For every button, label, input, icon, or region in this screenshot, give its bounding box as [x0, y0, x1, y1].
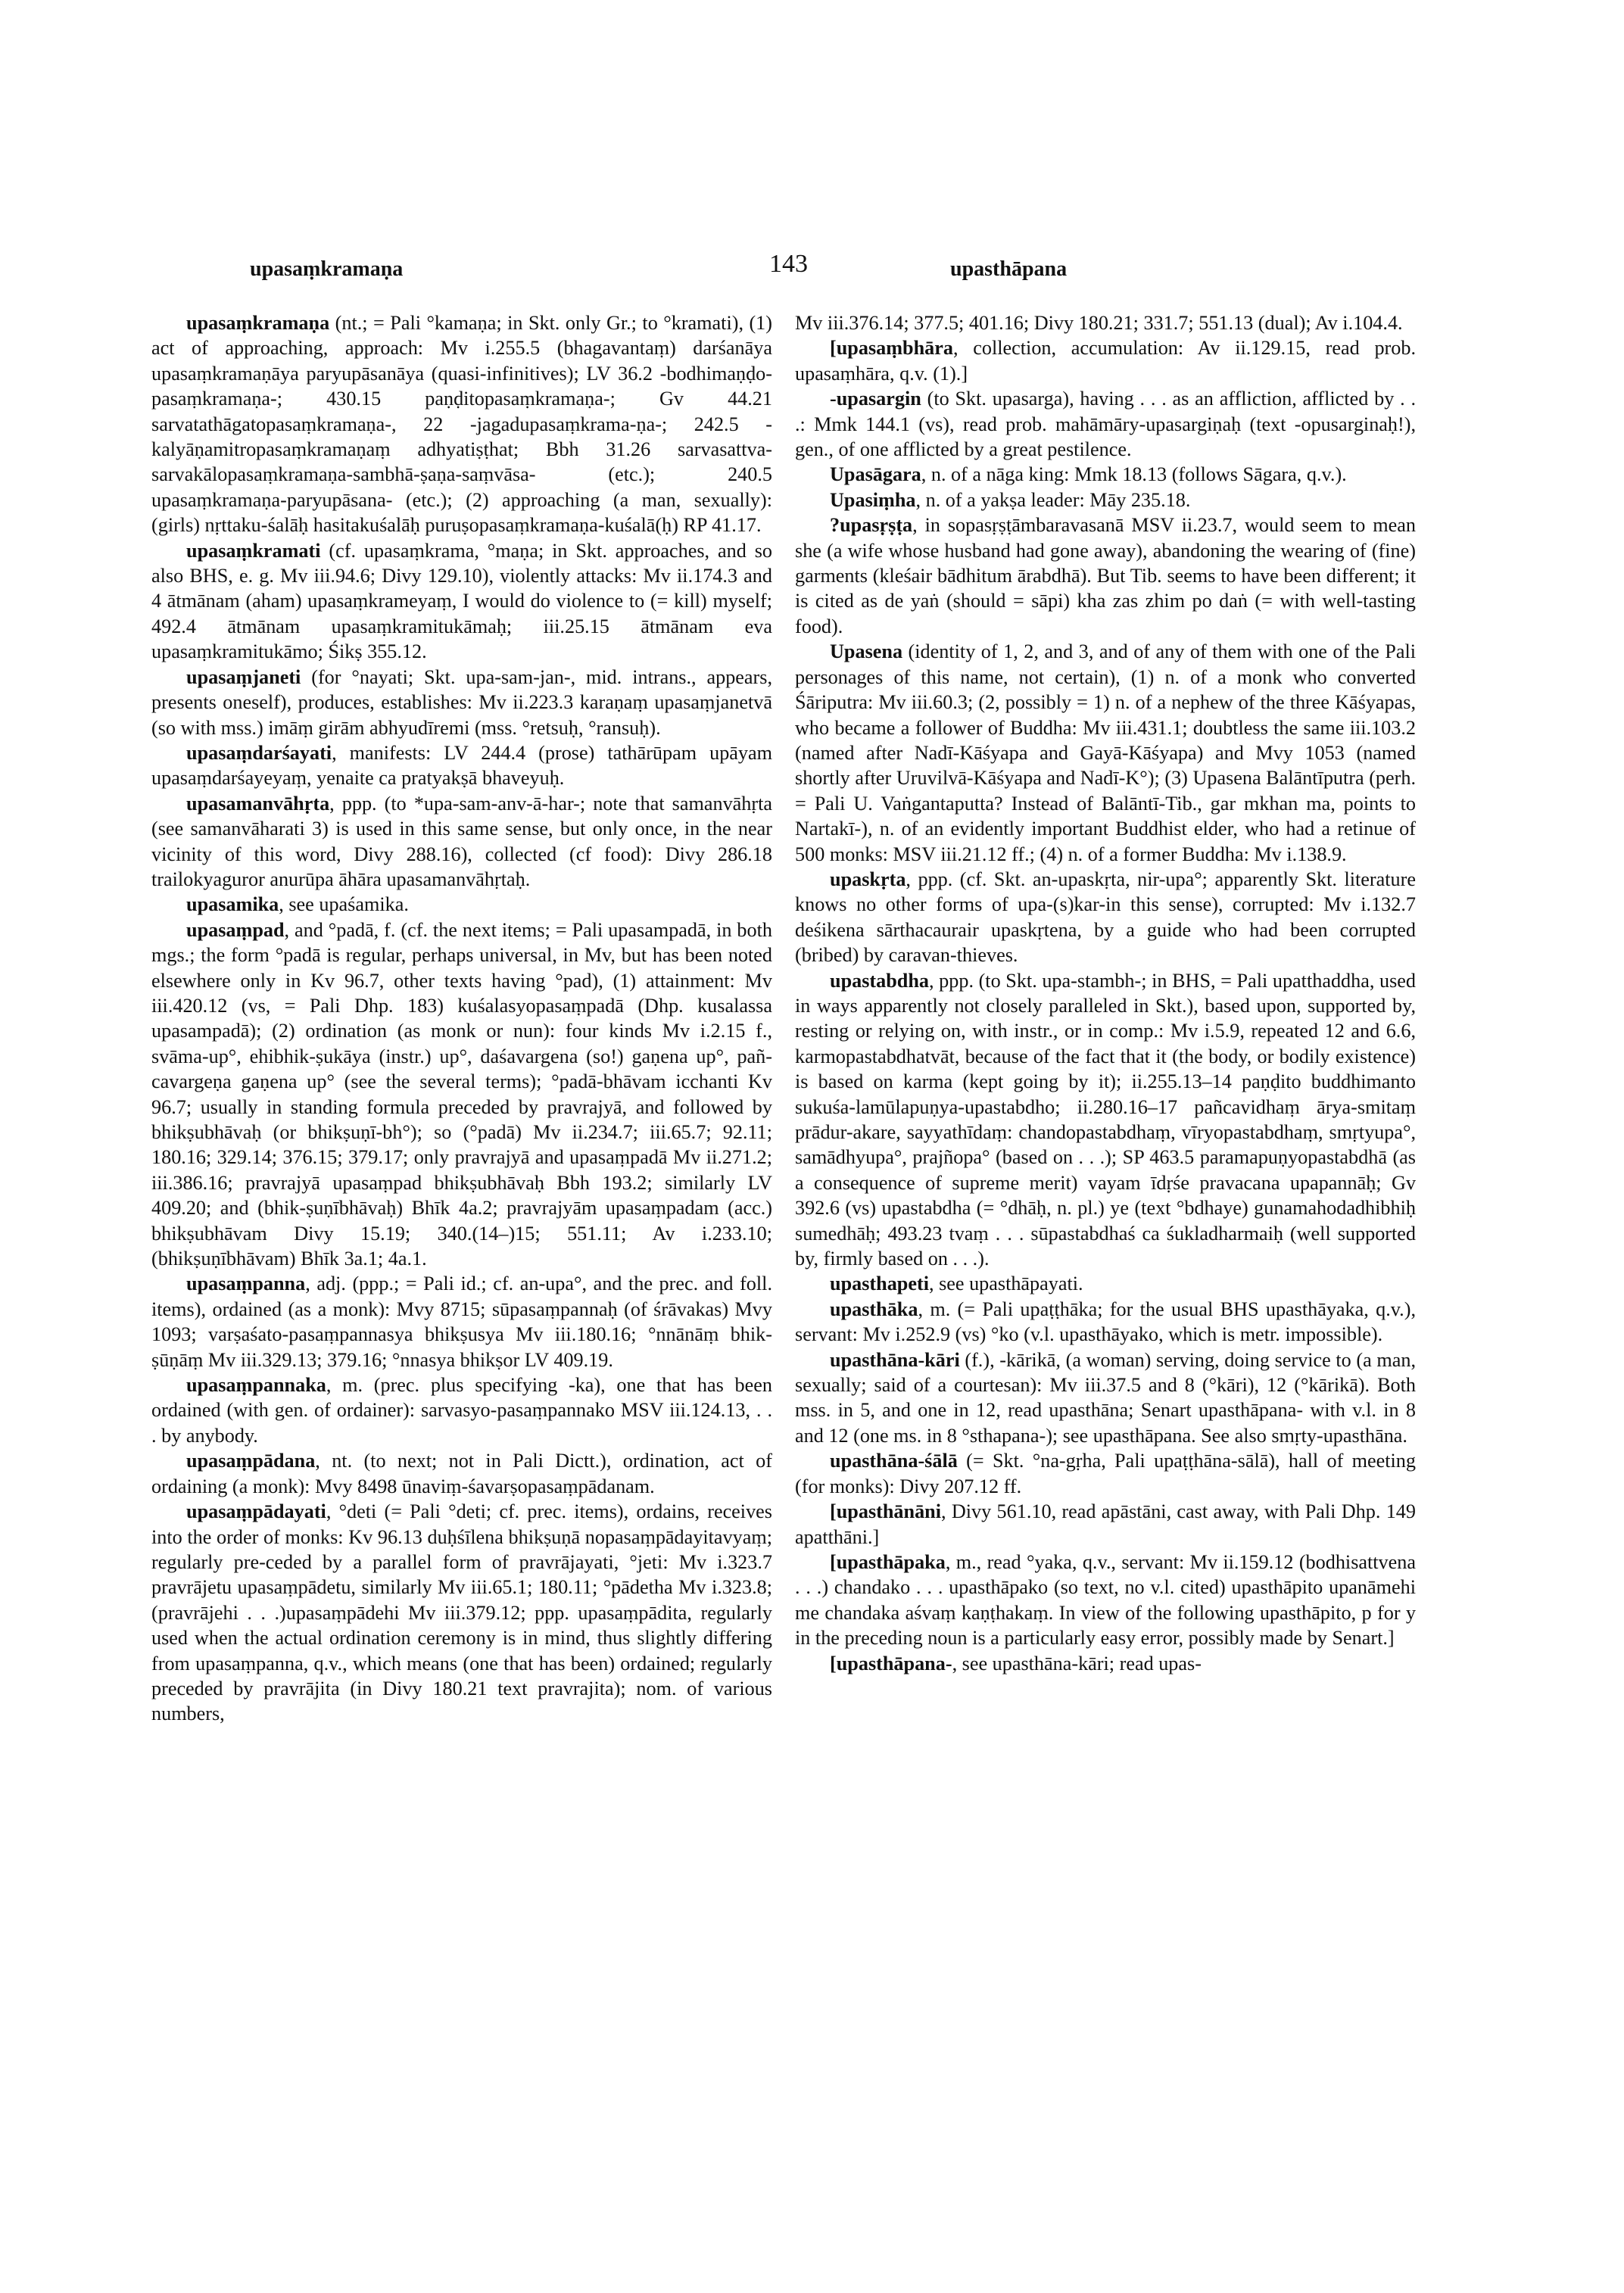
headword: Upasāgara [830, 463, 921, 486]
page-number: 143 [769, 250, 808, 278]
entry-text: , m. (= Pali upaṭṭhāka; for the usual BHS upasthāyaka, q.v.), servant: Mv i.252.9 (vs) °ko (v.l. upasthāyako, which is metr. impossible). [795, 1298, 1416, 1346]
dictionary-entry [795, 867, 1416, 968]
headword: ?upasṛṣṭa [830, 514, 913, 537]
headword: [upasaṃbhāra [830, 337, 953, 360]
dictionary-entry [151, 1372, 772, 1448]
dictionary-entry [795, 639, 1416, 867]
entry-text: (f.), -kārikā, (a woman) serving, doing service to (a man, sexually; said of a courtesan): Mv iii.37.5 and 8 (°kāri), 12 (°kārikā). Both mss. in 5, and one in 12, read upasthāna; Senart upasthāpana- with v.l. in 8 and 12 (one ms. in 8 °sthapana-); see upasthāpana. See also smṛty-upasthāna. [795, 1348, 1416, 1447]
entry-text: , °deti (= Pali °deti; cf. prec. items), ordains, receives into the order of monks: Kv 96.13 duḥśīlena bhikṣuṇā nopasaṃpādayitavyaṃ; regularly pre-ceded by a parallel form of pravrājayati, °jeti: Mv i.323.7 pravrājetu upasaṃpādetu, similarly Mv iii.65.1; 180.11; °pādetha Mv i.323.8; (pravrājehi . . .)upasaṃpādehi Mv iii.379.12; ppp. upasaṃpādita, regularly used when the actual ordination ceremony is in mind, thus slightly differing from upasaṃpanna, q.v., which means (one that has been) ordained; regularly preceded by pravrājita (in Divy 180.21 text pravrajita); nom. of various numbers, [151, 1500, 772, 1725]
headword: upasaṃpad [186, 918, 285, 941]
entry-text: , nt. (to next; not in Pali Dictt.), ordination, act of ordaining (a monk): Mvy 8498 ūnaviṃ-śavarṣopasaṃpādanam. [151, 1450, 772, 1497]
dictionary-entry [795, 1499, 1416, 1550]
dictionary-entry [151, 538, 772, 665]
headword: upasaṃpanna [186, 1273, 306, 1295]
headword: upasaṃkramaṇa [186, 312, 330, 334]
headword: upasaṃpādana [186, 1450, 316, 1472]
dictionary-entry [151, 310, 772, 538]
entry-text: (nt.; = Pali °kamaṇa; in Skt. only Gr.; to °kramati), (1) act of approaching, approach: Mv i.255.5 (bhagavantaṃ) darśanāya upasaṃkramaṇāya paryupāsanāya (quasi-infinitives); LV 36.2 -bodhimaṇḍo-pasaṃkramaṇa-; 430.15 paṇḍitopasaṃkramaṇa-; Gv 44.21 sarvatathāgatopasaṃkramaṇa-, 22 -jagadupasaṃkrama-ṇa-; 242.5 -kalyāṇamitropasaṃkramaṇaṃ adhyatiṣṭhat; Bbh 31.26 sarvasattva-sarvakālopasaṃkramaṇa-sambhā-ṣaṇa-saṃvāsa- (etc.); 240.5 upasaṃkramaṇa-paryupāsana- (etc.); (2) approaching (a man, sexually): (girls) nṛttaku-śalāḥ hasitakuśalāḥ puruṣopasaṃkramaṇa-kuśalā(ḥ) RP 41.17. [151, 312, 772, 537]
entry-text: (= Skt. °na-gṛha, Pali upaṭṭhāna-sālā), hall of meeting (for monks): Divy 207.12 ff. [795, 1450, 1416, 1497]
dictionary-entry [151, 1271, 772, 1372]
entry-text: , in sopasṛṣṭāmbaravasanā MSV ii.23.7, would seem to mean she (a wife whose husband had gone away), abandoning the wearing of (fine) garments (kleśair bādhitum ārabdhā). But Tib. seems to have been different; it is cited as de yaṅ (should = sāpi) kha zas zhim po daṅ (= with well-tasting food). [795, 514, 1416, 637]
headword: -upasargin [830, 388, 921, 410]
headword: upasaṃjaneti [186, 665, 301, 688]
entry-text: , ppp. (to Skt. upa-stambh-; in BHS, = Pali upatthaddha, used in ways apparently not closely paralleled in Skt.), based upon, supported by, resting or relying on, with instr., or in comp.: Mv i.5.9, repeated 12 and 6.6, karmopastabdhatvāt, because of the fact that it (the body, or bodily existence) is based on karma (kept going by it); ii.255.13–14 paṇḍito buddhimanto sukuśa-lamūlapuṇya-upastabdho; ii.280.16–17 pañcavidhaṃ ārya-smitaṃ prādur-akare, sayyathīdaṃ: chandopastabdhaṃ, vīryopastabdhaṃ, smṛtyupa°, samādhyupa°, prajñopa° (based on . . .); SP 463.5 paramapuṇyopastabdhā (as a consequence of supreme merit) vayam īdṛśe pravacana upapannāḥ; Gv 392.6 (vs) upastabdha (= °dhāḥ, n. pl.) ye (text °bdhaye) gunamahodadhibhiḥ sumedhāḥ; 493.23 tvaṃ . . . sūpastabdhaś ca śukladharmaiḥ (well supported by, firmly based on . . .). [795, 969, 1416, 1270]
entry-text: , collection, accumulation: Av ii.129.15, read prob. upasaṃhāra, q.v. (1).] [795, 337, 1416, 385]
dictionary-entry [151, 918, 772, 1272]
entry-text: , see upasthāpayati. [928, 1273, 1083, 1295]
entry-text: , Divy 561.10, read apāstāni, cast away, with Pali Dhp. 149 apatthāni.] [795, 1500, 1416, 1548]
headword: upasaṃkramati [186, 539, 321, 562]
dictionary-entry [795, 1550, 1416, 1651]
dictionary-entry [795, 335, 1416, 386]
headword: upasthāna-śālā [830, 1450, 958, 1472]
entry-text: , see upasthāna-kāri; read upas- [952, 1652, 1202, 1675]
dictionary-entry [151, 791, 772, 893]
headword: [upasthāpana- [830, 1652, 952, 1675]
left-column [151, 310, 772, 1727]
entry-text: , manifests: LV 244.4 (prose) tathārūpam upāyam upasaṃdarśayeyaṃ, yenaite ca pratyakṣā bhaveyuḥ. [151, 741, 772, 790]
entry-text: , see upaśamika. [279, 893, 409, 916]
right-column [795, 310, 1416, 1676]
dictionary-entry [151, 1448, 772, 1499]
dictionary-entry-continued [795, 310, 1416, 335]
entry-text: Mv iii.376.14; 377.5; 401.16; Divy 180.21; 331.7; 551.13 (dual); Av i.104.4. [795, 312, 1403, 334]
headword: upasaṃdarśayati [186, 741, 332, 764]
dictionary-entry [795, 1297, 1416, 1347]
headword: upastabdha [830, 969, 930, 992]
headword: upaskṛta [830, 868, 906, 890]
dictionary-entry [795, 512, 1416, 639]
dictionary-entry [795, 968, 1416, 1272]
headword: [upasthānāni [830, 1500, 942, 1523]
headword: Upasena [830, 640, 903, 663]
entry-text: , m., read °yaka, q.v., servant: Mv ii.159.12 (bodhisattvena . . .) chandako . . . upasthāpako (so text, no v.l. cited) upasthāpito upanāmehi me chandaka aśvaṃ kaṇṭhakaṃ. In view of the following upasthāpito, p for y in the preceding noun is a particularly easy error, possibly made by Senart.] [795, 1550, 1416, 1650]
dictionary-entry [795, 1651, 1416, 1676]
dictionary-entry [795, 488, 1416, 512]
entry-text: , m. (prec. plus specifying -ka), one that has been ordained (with gen. of ordainer): sarvasyo-pasaṃpannako MSV iii.124.13, . . . by anybody. [151, 1374, 772, 1447]
running-head-left: upasaṃkramaṇa [250, 257, 404, 281]
headword: upasaṃpannaka [186, 1374, 326, 1397]
headword: upasthāka [830, 1298, 918, 1320]
entry-text: (identity of 1, 2, and 3, and of any of them with one of the Pali personages of this name, not certain), (1) n. of a monk who converted Śāriputra: Mv iii.60.3; (2, possibly = 1) n. of a nephew of the three Kāśyapas, who became a follower of Buddha: Mv iii.431.1; doubtless the same iii.103.2 (named after Nadī-Kāśyapa and Gayā-Kāśyapa) and Mvy 1053 (named shortly after Uruvilvā-Kāśyapa and Nadī-K°); (3) Upasena Balāntīputra (perh. = Pali U. Vaṅgantaputta? Instead of Balāntī-Tib., gar mkhan ma, points to Nartakī-), n. of an evidently important Buddhist elder, who had a retinue of 500 monks: MSV iii.21.12 ff.; (4) n. of a former Buddha: Mv i.138.9. [795, 640, 1416, 865]
entry-text: , ppp. (to *upa-sam-anv-ā-har-; note that samanvāhṛta (see samanvāharati 3) is used in this same sense, but only once, in the near vicinity of this word, Divy 288.16), collected (cf food): Divy 286.18 trailokyaguror anurūpa āhāra upasamanvāhṛtaḥ. [151, 792, 772, 890]
running-head-right: upasthāpana [950, 257, 1068, 281]
headword: upasamika [186, 893, 279, 916]
entry-text: , adj. (ppp.; = Pali id.; cf. an-upa°, and the prec. and foll. items), ordained (as a monk): Mvy 8715; sūpasaṃpannaḥ (of śrāvakas) Mvy 1093; varṣaśato-pasaṃpannasya bhikṣusya Mv iii.180.16; °nnānāṃ bhik-ṣūṇāṃ Mv iii.329.13; 379.16; °nnasya bhikṣor LV 409.19. [151, 1273, 772, 1371]
headword: upasamanvāhṛta [186, 792, 330, 815]
dictionary-entry [151, 892, 772, 917]
entry-text: (cf. upasaṃkrama, °maṇa; in Skt. approaches, and so also BHS, e. g. Mv iii.94.6; Divy 129.10), violently attacks: Mv ii.174.3 and 4 ātmānam (aham) upasaṃkrameyaṃ, I would do violence to (= kill) myself; 492.4 ātmānam upasaṃkramitukāmaḥ; iii.25.15 ātmānam eva upasaṃkramitukāmo; Śikṣ 355.12. [151, 539, 772, 663]
entry-text: (to Skt. upasarga), having . . . as an affliction, afflicted by . . .: Mmk 144.1 (vs), read prob. mahāmāry-upasargiṇaḥ (text -opusarginaḥ!), gen., of one afflicted by a great pestilence. [795, 388, 1416, 461]
dictionary-entry [151, 1499, 772, 1727]
dictionary-entry [795, 1271, 1416, 1296]
dictionary-entry [795, 386, 1416, 462]
headword: upasthapeti [830, 1273, 929, 1295]
entry-text: , and °padā, f. (cf. the next items; = Pali upasampadā, in both mgs.; the form °padā is regular, perhaps universal, in Mv, but has been noted elsewhere only in Kv 96.7, other texts having °pad), (1) attainment: Mv iii.420.12 (vs, = Pali Dhp. 183) kuśalasyopasaṃpadā (Dhp. kusalassa upasampadā); (2) ordination (as monk or nun): four kinds Mv i.2.15 f., svāma-up°, ehibhik-ṣukāya (instr.) up°, daśavargena (so!) gaṇena up°, pañ-cavargeṇa gaṇena up° (see the several terms); °padā-bhāvam icchanti Kv 96.7; usually in standing formula preceded by pravrajyā, and followed by bhikṣubhāvaḥ (or bhikṣuṇī-bh°); so (°padā) Mv ii.234.7; iii.65.7; 92.11; 180.16; 329.14; 376.15; 379.17; only pravrajyā and upasaṃpadā Mv ii.271.2; iii.386.16; pravrajyā upasaṃpad bhikṣubhāvaḥ Bbh 193.2; similarly LV 409.20; and (bhik-ṣuṇībhāvaḥ) Bhīk 4a.2; pravrajyām upasaṃpadam (acc.) bhikṣubhāvam Divy 15.19; 340.(14–)15; 551.11; Av i.233.10; (bhikṣuṇībhāvam) Bhīk 3a.1; 4a.1. [151, 918, 772, 1270]
headword: upasaṃpādayati [186, 1500, 326, 1523]
dictionary-entry [795, 1448, 1416, 1499]
dictionary-entry [151, 665, 772, 740]
entry-text: (for °nayati; Skt. upa-sam-jan-, mid. intrans., appears, presents oneself), produces, establishes: Mv ii.223.3 karaṇaṃ upasaṃjanetvā (so with mss.) imāṃ girām abhyudīremi (mss. °retsuḥ, °ransuḥ). [151, 665, 772, 739]
page-header [0, 250, 1624, 295]
dictionary-entry [795, 1347, 1416, 1449]
dictionary-entry [795, 462, 1416, 487]
headword: [upasthāpaka [830, 1550, 946, 1573]
headword: upasthāna-kāri [830, 1348, 960, 1371]
entry-text: , n. of a nāga king: Mmk 18.13 (follows Sāgara, q.v.). [921, 463, 1347, 486]
headword: Upasiṃha [830, 488, 916, 511]
entry-text: , ppp. (cf. Skt. an-upaskṛta, nir-upa°; apparently Skt. literature knows no other forms of upa-(s)kar-in this sense), corrupted: Mv i.132.7 deśikena sārthacaurair upaskṛtena, by a guide who had been corrupted (bribed) by caravan-thieves. [795, 868, 1416, 967]
entry-text: , n. of a yakṣa leader: Māy 235.18. [915, 488, 1191, 511]
dictionary-entry [151, 740, 772, 791]
